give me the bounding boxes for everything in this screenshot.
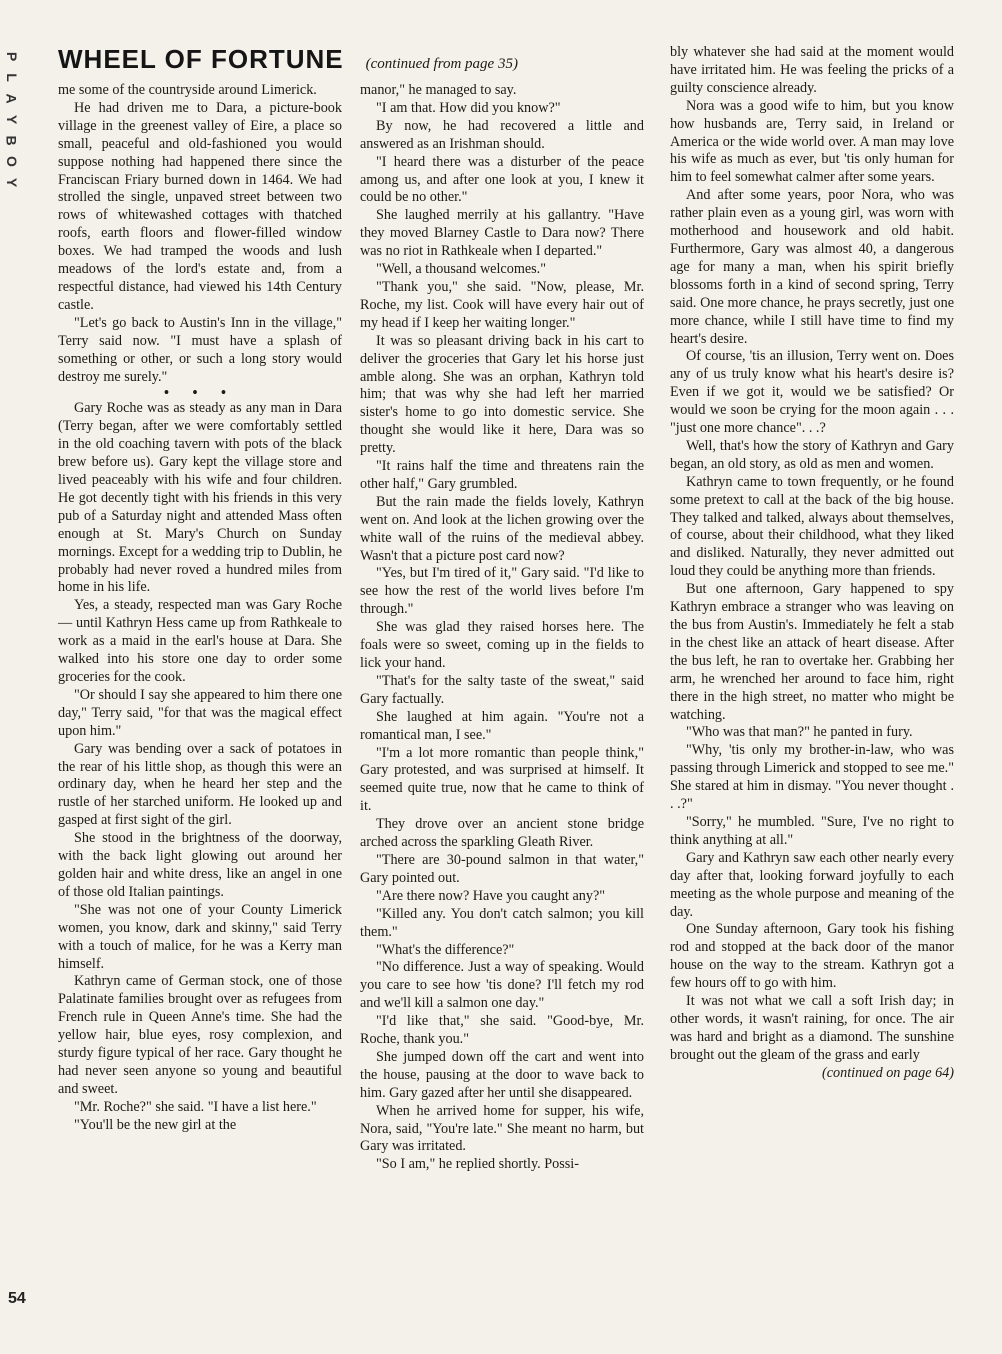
paragraph: She laughed at him again. "You're not a romantical man, I see." (360, 708, 644, 743)
paragraph: bly whatever she had said at the moment would have irritated him. He was feeling the pricks of a guilty conscience already. (670, 44, 954, 96)
paragraph: She was glad they raised horses here. The foals were so sweet, coming up in the fields to lick your hand. (360, 619, 644, 671)
paragraph: "Mr. Roche?" she said. "I have a list here." (74, 1098, 317, 1115)
paragraph: He had driven me to Dara, a picture-book village in the greenest valley of Eire, a place so small, peaceful and old-fashioned you would suppose nothing had happened there since the Franciscan Friary burned down in 1464. We had strolled the single, unpaved street between two rows of whitewashed cottages with thatched roofs, earth floors and flower-filled window boxes. We had tramped the woods and lush meadows of the lord's estate and, from a respectful distance, had viewed his 14th Century castle. (58, 99, 342, 313)
text-column-3 (670, 44, 954, 1344)
paragraph: me some of the countryside around Limerick. (58, 82, 317, 98)
paragraph: "That's for the salty taste of the sweat," said Gary factually. (360, 672, 644, 707)
continued-on-note: (continued on page 64) (822, 1064, 954, 1081)
paragraph: Kathryn came to town frequently, or he found some pretext to call at the back of the big house. They talked and talked, always about themselves, of course, about their childhood, what they liked and disliked. Naturally, they never admitted out loud they could be anything more than friends. (670, 473, 954, 580)
paragraph: "It rains half the time and threatens rain the other half," Gary grumbled. (360, 458, 644, 492)
paragraph: "Thank you," she said. "Now, please, Mr. Roche, my list. Cook will have every hair out of my head if I keep her waiting longer." (360, 278, 644, 331)
paragraph: "Who was that man?" he panted in fury. (686, 724, 913, 741)
text-column-1 (58, 82, 342, 1332)
paragraph: "I heard there was a disturber of the peace among us, and after one look at you, I knew it could be no other." (360, 153, 644, 206)
paragraph: "I'm a lot more romantic than people think," Gary protested, and was surprised at himself. It seemed quite true, now that he came to think of it. (360, 744, 644, 815)
paragraph: She stood in the brightness of the doorway, with the back light glowing out around her golden hair and white dress, like an angel in one of those old Italian paintings. (58, 830, 342, 900)
paragraph: When he arrived home for supper, his wife, Nora, said, "You're late." She meant no harm, but Gary was irritated. (360, 1102, 644, 1155)
paragraph: She laughed merrily at his gallantry. "Have they moved Blarney Castle to Dara now? There was no riot in Rathkeale when I departed." (360, 207, 644, 260)
paragraph: And after some years, poor Nora, who was rather plain even as a young girl, was worn with motherhood and housework and old habit. Furthermore, Gary was almost 40, a dangerous age for many a man, when his spirit briefly blossoms forth in a kind of second spring, Terry said. One more chance, he prays secretly, just one more chance, while I still have time to find my heart's desire. (670, 187, 954, 347)
paragraph: "Why, 'tis only my brother-in-law, who was passing through Limerick and stopped to see me." She stared at him in dismay. "You never thought . . .?" (670, 742, 954, 813)
section-break: • • • (164, 385, 236, 402)
magazine-name-letter: B (3, 135, 20, 146)
magazine-name-letter: L (3, 73, 20, 82)
article-title: WHEEL OF FORTUNE (58, 44, 344, 74)
paragraph: "No difference. Just a way of speaking. Would you care to see how 'tis done? I'll fetch my rod and we'll kill a salmon one day." (360, 959, 644, 1012)
paragraph: "She was not one of your County Limerick women, you know, dark and skinny," said Terry with a touch of malice, for he was a Kerry man himself. (58, 901, 342, 972)
article-header (58, 44, 658, 78)
magazine-sidebar (0, 0, 40, 1354)
paragraph: "Well, a thousand welcomes." (376, 261, 547, 278)
paragraph: "I'd like that," she said. "Good-bye, Mr. Roche, thank you." (360, 1013, 644, 1048)
text-column-2 (360, 82, 644, 1332)
paragraph: She jumped down off the cart and went into the house, pausing at the door to wave back to him. Gary gazed after her until she disappeared. (360, 1048, 644, 1101)
paragraph: "Sorry," he mumbled. "Sure, I've no right to think anything at all." (670, 813, 954, 848)
magazine-name (3, 46, 20, 193)
continued-from-note: (continued from page 35) (365, 56, 518, 72)
paragraph: Of course, 'tis an illusion, Terry went on. Does any of us truly know what his heart's desire is? Even if we got it, would we be satisfied? Or would we soon be crying for the moon again . . . "just one more chance". . .? (670, 348, 954, 437)
magazine-name-letter: Y (3, 114, 20, 125)
paragraph: "I am that. How did you know?" (376, 99, 561, 116)
magazine-name-letter: P (3, 51, 20, 62)
page-number: 54 (8, 1290, 26, 1307)
paragraph: "What's the difference?" (376, 941, 515, 958)
paragraph: Yes, a steady, respected man was Gary Roche — until Kathryn Hess came up from Rathkeale to work as a maid in the earl's house at Dara. She walked into his store one day to order some groceries for the cook. (58, 597, 342, 685)
paragraph: By now, he had recovered a little and answered as an Irishman should. (360, 117, 644, 152)
paragraph: But one afternoon, Gary happened to spy Kathryn embrace a stranger who was leaving on the bus from Austin's. Immediately he felt a stab in the chest like an attack of heart disease. After the bus left, he ran to overtake her. Grabbing her arm, he wrenched her around to face him, right there in the high street, no matter who might be watching. (670, 581, 954, 723)
paragraph: It was not what we call a soft Irish day; in other words, it wasn't raining, for once. The air was hard and bright as a diamond. The sunshine brought out the gleam of the grass and early (670, 993, 954, 1063)
paragraph: "You'll be the new girl at the (74, 1116, 237, 1133)
paragraph: But the rain made the fields lovely, Kathryn went on. And look at the lichen growing over the white wall of the ruins of the medieval abbey. Wasn't that a picture post card now? (360, 493, 644, 564)
paragraph: Gary and Kathryn saw each other nearly every day after that, looking forward joyfully to each meeting as the whole purpose and meaning of the day. (670, 849, 954, 920)
paragraph: "Let's go back to Austin's Inn in the village," Terry said now. "I must have a splash of something or other, or such a long story would destroy me surely." (58, 314, 342, 385)
magazine-name-letter: O (3, 156, 20, 167)
magazine-name-letter: A (3, 93, 20, 104)
magazine-name-letter: Y (3, 177, 20, 188)
paragraph: "There are 30-pound salmon in that water," Gary pointed out. (360, 851, 644, 886)
paragraph: Nora was a good wife to him, but you know how husbands are, Terry said, in Ireland or America or the wide world over. A man may love his wife as much as ever, but 'tis only human for him to feel somewhat calmer after some years. (670, 97, 954, 186)
paragraph: "Are there now? Have you caught any?" (376, 887, 606, 904)
paragraph: Gary Roche was as steady as any man in Dara (Terry began, after we were comfortably settled in the old coaching tavern with pots of the black brew before us). Gary kept the village store and lived peaceably with his wife and four children. He got decently tight with his friends in this very pub of a Saturday night and attended Mass often enough at St. Mary's Church on Sunday mornings. Except for a wedding trip to Dublin, he probably had never roved a hundred miles from home in his life. (58, 400, 342, 596)
paragraph: One Sunday afternoon, Gary took his fishing rod and stopped at the back door of the manor house on the way to the stream. Kathryn got a few hours off to go with him. (670, 921, 954, 992)
paragraph: It was so pleasant driving back in his cart to deliver the groceries that Gary let his horse just amble along. She was an orphan, Kathryn told him; that was why she had left her married sister's home to go into domestic service. She thought she would like it here, Dara was so pretty. (360, 332, 644, 457)
paragraph: Well, that's how the story of Kathryn and Gary began, an old story, as old as men and women. (670, 437, 954, 472)
paragraph: "Or should I say she appeared to him there one day," Terry said, "for that was the magical effect upon him." (58, 686, 342, 739)
paragraph: manor," he managed to say. (360, 82, 517, 98)
paragraph: "Yes, but I'm tired of it," Gary said. "I'd like to see how the rest of the world lives before I'm through." (360, 565, 644, 618)
paragraph: "Killed any. You don't catch salmon; you kill them." (360, 905, 644, 940)
paragraph: Gary was bending over a sack of potatoes in the rear of his little shop, as though this were an ordinary day, when he heard her step and the rustle of her starched uniform. He looked up and gasped at first sight of the girl. (58, 740, 342, 829)
paragraph: "So I am," he replied shortly. Possi- (376, 1156, 579, 1173)
paragraph: They drove over an ancient stone bridge arched across the sparkling Gleath River. (360, 816, 644, 851)
paragraph: Kathryn came of German stock, one of those Palatinate families brought over as refugees from French rule in Queen Anne's time. She had the yellow hair, blue eyes, rosy complexion, and sturdy figure typical of her race. Gary thought he had never seen anyone so young and beautiful and sweet. (58, 973, 342, 1097)
